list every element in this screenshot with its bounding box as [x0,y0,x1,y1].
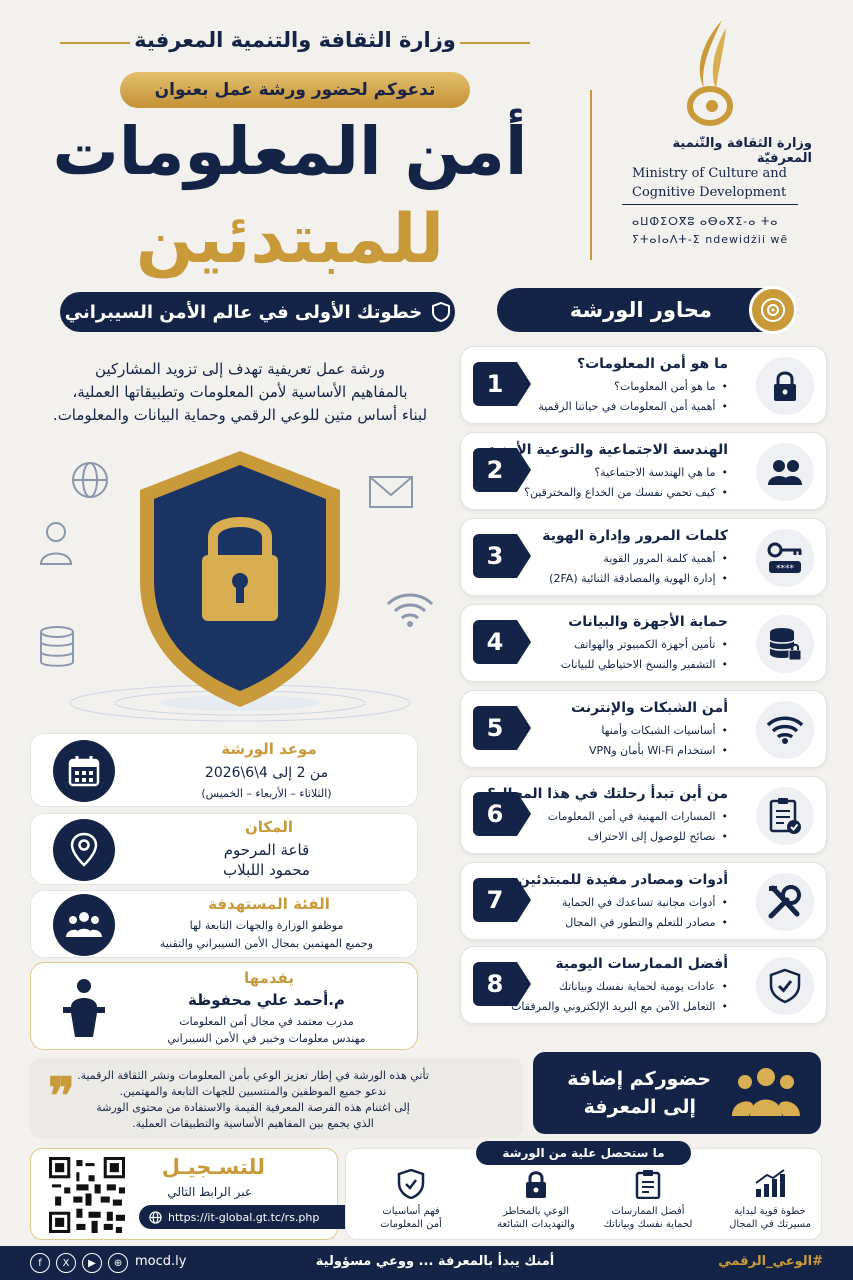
quill-logo-icon [682,18,742,128]
axis-bullet: • التشفير والنسخ الاحتياطي للبيانات [561,658,728,671]
target-icon [749,286,797,334]
logo-arabic: وزارة الثقافة والتّنمية المعرفيّة [672,136,812,166]
audience-heading: الفئة المستهدفة [208,895,330,913]
axis-title: من أين تبدأ رحلتك في هذا المجال؟ [487,786,728,802]
registration-url[interactable]: https://it-global.gt.tc/rs.php [168,1210,320,1224]
quote-line: ندعو جميع الموظفين والمنتسبين للجهات التابعة والمهتمين. [119,1085,387,1098]
benefit-item [491,1169,581,1231]
schedule-dates: من 2 إلى 4\6\2026 [204,765,329,781]
quote-line: تأتي هذه الورشة في إطار تعزيز الوعي بأمن المعلومات ونشر الثقافة الرقمية. [77,1069,429,1082]
calendar-icon [53,740,115,802]
benefit-text: الوعي بالمخاطر والتهديدات الشائعة [497,1206,575,1230]
axis-title: أفضل الممارسات اليومية [555,956,728,972]
benefit-item [603,1169,693,1231]
shield-icon [432,302,450,322]
footer-slogan: أمنك يبدأ بالمعرفة ... ووعي مسؤولية [315,1254,555,1269]
axis-number: 4 [473,620,517,664]
axis-title: كلمات المرور وإدارة الهوية [542,528,728,544]
axis-bullet: • أهمية كلمة المرور القوية [603,552,728,565]
group-icon [53,894,115,956]
axis-bullet: • المسارات المهنية في أمن المعلومات [548,810,728,823]
axis-card-4 [460,604,827,682]
axis-number: 8 [473,962,517,1006]
svg-text:****: **** [776,564,794,574]
axis-card-3 [460,518,827,596]
presenter-name: م.أحمد علي محفوظة [188,991,345,1009]
logo-rule [622,204,798,205]
schedule-days: (الثلاثاء – الأربعاء – الخميس) [201,787,332,800]
axis-bullet: • تأمين أجهزة الكمبيوتر والهواتف [574,638,728,651]
presenter-card [30,962,418,1050]
footer-website[interactable]: mocd.ly [135,1254,187,1269]
axis-card-8 [460,946,827,1024]
registration-box [30,1148,338,1240]
benefit-item [366,1169,456,1231]
globe-icon [149,1211,162,1224]
speaker-podium-icon [59,977,109,1039]
facebook-icon[interactable]: f [30,1253,50,1273]
key-icon [756,529,814,587]
logo-english-line: Ministry of Culture and [632,166,787,181]
axis-card-6 [460,776,827,854]
logo-divider [590,90,592,260]
axis-title: أمن الشبكات والإنترنت [571,700,728,716]
axis-bullet: • نصائح للوصول إلى الاحتراف [588,830,728,843]
axis-number: 1 [473,362,517,406]
server-icon [38,625,76,669]
quote-mark-icon: ❞ [48,1066,75,1125]
decor-line [60,42,130,44]
quote-line: إلى اغتنام هذه الفرصة المعرفية القيمة والاستفادة من محتوى الورشة [96,1101,410,1114]
presenter-heading: يقدمها [244,969,294,987]
invitation-pill: تدعوكم لحضور ورشة عمل بعنوان [120,72,470,108]
user-icon [38,520,74,566]
audience-group-icon [731,1064,801,1120]
tagline-pill [60,292,455,332]
schedule-card [30,733,418,807]
axis-title: ما هو أمن المعلومات؟ [576,356,728,372]
attend-line: حضوركم إضافة [567,1068,711,1090]
axis-number: 2 [473,448,517,492]
axis-bullet: • ما هو أمن المعلومات؟ [614,380,728,393]
axis-bullet: • ما هي الهندسة الاجتماعية؟ [594,466,728,479]
quote-box [30,1058,523,1138]
axis-number: 6 [473,792,517,836]
database-lock-icon [756,615,814,673]
intro-text [40,358,440,427]
footer-hashtag[interactable]: #الوعي_الرقمي [718,1254,823,1269]
axis-bullet: • التعامل الآمن مع البريد الإلكتروني والمرفقات [511,1000,728,1013]
logo-english [622,164,812,202]
shield-check-icon [397,1169,425,1199]
benefit-text: أفضل الممارسات لحماية نفسك وبياناتك [603,1206,693,1230]
shield-check-icon [756,957,814,1015]
axis-number: 3 [473,534,517,578]
registration-sub: عبر الرابط التالي [167,1185,252,1199]
workshop-subtitle: للمبتدئين [135,200,445,279]
axis-number: 5 [473,706,517,750]
intro-line: بالمفاهيم الأساسية لأمن المعلومات وتطبيقاتها العملية، [72,383,408,401]
location-pin-icon [53,819,115,881]
quote-text [53,1068,453,1132]
presenter-line: مدرب معتمد في مجال أمن المعلومات [179,1015,354,1028]
axis-bullet: • أدوات مجانية تساعدك في الحماية [562,896,728,909]
axis-card-2 [460,432,827,510]
attend-banner [533,1052,821,1134]
decor-line [460,42,530,44]
axis-title: حماية الأجهزة والبيانات [568,614,728,630]
wifi-icon [385,590,435,630]
logo-tifinagh-line: ⵢⵜⴰⵏⴰⴷⵜ-ⵉ ndewidżii wē [632,233,789,246]
mail-icon [368,475,414,509]
axis-bullet: • مصادر للتعلم والتطور في المجال [565,916,728,929]
ministry-logo [612,18,812,248]
intro-line: ورشة عمل تعريفية تهدف إلى تزويد المشاركين [95,360,385,378]
benefits-heading: ما ستحصل علية من الورشة [476,1141,691,1165]
lock-icon [523,1169,549,1199]
tagline-text: خطوتك الأولى في عالم الأمن السيبراني [64,301,423,323]
axis-bullet: • أساسيات الشبكات وأمنها [601,724,728,737]
ministry-name [60,28,530,52]
benefits-box [345,1148,822,1240]
globe-icon [70,460,110,500]
audience-card [30,890,418,958]
growth-chart-icon [753,1169,787,1199]
location-heading: المكان [245,818,293,836]
axis-card-1 [460,346,827,424]
youtube-icon[interactable]: ▶ [82,1253,102,1273]
quote-line: الذي يجمع بين المفاهيم الأساسية والتطبيقات العملية. [132,1117,374,1130]
logo-english-line: Cognitive Development [632,185,787,200]
location-line: محمود اللبلاب [223,861,310,879]
audience-line: موظفو الوزارة والجهات التابعة لها [189,919,344,932]
axis-card-7 [460,862,827,940]
axis-title: الهندسة الاجتماعية والتوعية الأمنية [487,442,728,458]
benefit-text: فهم أساسيات أمن المعلومات [380,1206,442,1230]
audience-line: وجميع المهتمين بمجال الأمن السيبراني والتقنية [159,937,374,950]
logo-tifinagh-line: ⴰⵡⵀⵉⵔⴳⵓ ⴰⴱⴰⴳⵉ-ⴰ ⵜⴰ [632,215,779,228]
axes-header [497,288,797,332]
registration-link[interactable] [139,1205,359,1229]
presenter-line: مهندس معلومات وخبير في الأمن السيبراني [167,1032,366,1045]
hero-illustration [30,445,450,725]
workshop-title: أمن المعلومات [52,113,528,190]
registration-heading: للتسـجيـل [161,1155,265,1179]
axis-bullet: • إدارة الهوية والمصادقة الثنائية (2FA) [549,572,728,585]
checklist-icon [756,787,814,845]
location-line: قاعة المرحوم [223,841,310,859]
tools-icon [756,873,814,931]
axis-title: أدوات ومصادر مفيدة للمبتدئين [517,872,728,888]
wifi-icon [756,701,814,759]
axis-bullet: • استخدام Wi-Fi بأمان وVPN [589,744,728,757]
axes-title: محاور الورشة [569,298,712,322]
schedule-heading: موعد الورشة [221,740,317,758]
web-icon[interactable]: ⊕ [108,1253,128,1273]
x-icon[interactable]: X [56,1253,76,1273]
lock-icon [756,357,814,415]
location-card [30,813,418,885]
clipboard-icon [635,1169,661,1199]
attend-line: إلى المعرفة [583,1096,696,1118]
ministry-name-text: وزارة الثقافة والتنمية المعرفية [134,28,456,52]
qr-code-icon[interactable] [49,1157,125,1233]
benefit-item [725,1169,815,1231]
axis-card-5 [460,690,827,768]
footer-bar [0,1246,853,1280]
logo-tifinagh [622,213,812,249]
axis-bullet: • أهمية أمن المعلومات في حياتنا الرقمية [538,400,728,413]
axis-bullet: • كيف تحمي نفسك من الخداع والمخترقين؟ [524,486,728,499]
benefit-text: خطوة قوية لبداية مسيرتك في المجال [729,1206,811,1230]
axis-number: 7 [473,878,517,922]
axis-bullet: • عادات يومية لحماية نفسك وبياناتك [559,980,728,993]
users-icon [756,443,814,501]
intro-line: لبناء أساس متين للوعي الرقمي وحماية البيانات والمعلومات. [52,406,428,424]
